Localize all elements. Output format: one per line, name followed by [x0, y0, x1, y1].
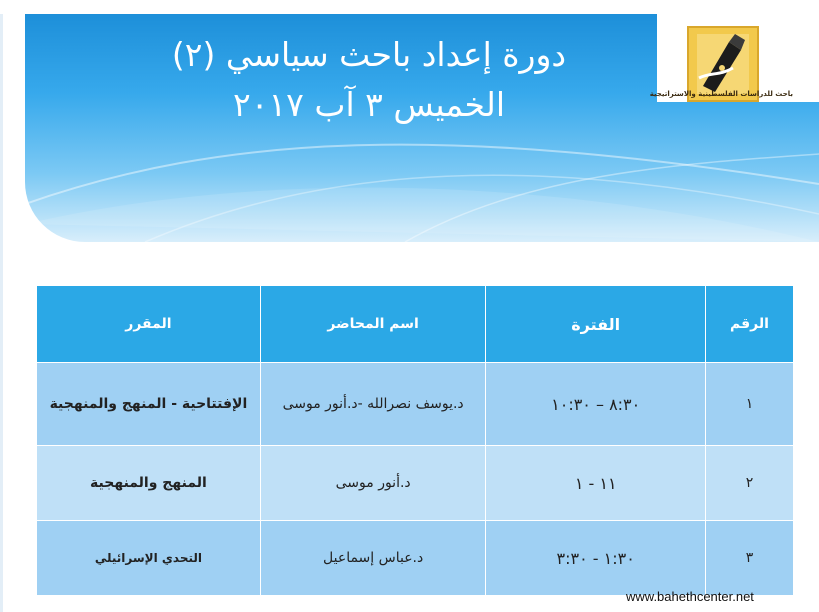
header-course: المقرر — [37, 286, 261, 363]
row-lecturer: د.يوسف نصرالله -د.أنور موسى — [260, 363, 486, 446]
center-logo — [649, 14, 819, 102]
row-course: التحدي الإسرائيلي — [37, 521, 261, 596]
slide-title — [109, 30, 629, 130]
row-time: ١:٣٠ - ٣:٣٠ — [486, 521, 706, 596]
row-number: ٣ — [705, 521, 793, 596]
title-line-date: الخميس ٣ آب ٢٠١٧ — [233, 85, 505, 124]
slide-left-border — [0, 14, 3, 612]
table-row — [37, 446, 794, 521]
header-number: الرقم — [705, 286, 793, 363]
title-line-course: دورة إعداد باحث سياسي (٢) — [171, 35, 567, 74]
row-lecturer: د.أنور موسى — [260, 446, 486, 521]
row-course: الإفتتاحية - المنهج والمنهجية — [37, 363, 261, 446]
table-row — [37, 363, 794, 446]
row-number: ١ — [705, 363, 793, 446]
row-lecturer: د.عباس إسماعيل — [260, 521, 486, 596]
schedule-table — [36, 285, 794, 596]
logo-caption: باحث للدراسات الفلسطينية والاستراتيجية — [649, 90, 793, 98]
header-time: الفترة — [486, 286, 706, 363]
row-course: المنهج والمنهجية — [37, 446, 261, 521]
table-header-row — [37, 286, 794, 363]
table-row — [37, 521, 794, 596]
row-number: ٢ — [705, 446, 793, 521]
row-time: ١١ - ١ — [486, 446, 706, 521]
row-time: ٨:٣٠ – ١٠:٣٠ — [486, 363, 706, 446]
header-lecturer: اسم المحاضر — [260, 286, 486, 363]
website-url: www.bahethcenter.net — [626, 589, 754, 604]
